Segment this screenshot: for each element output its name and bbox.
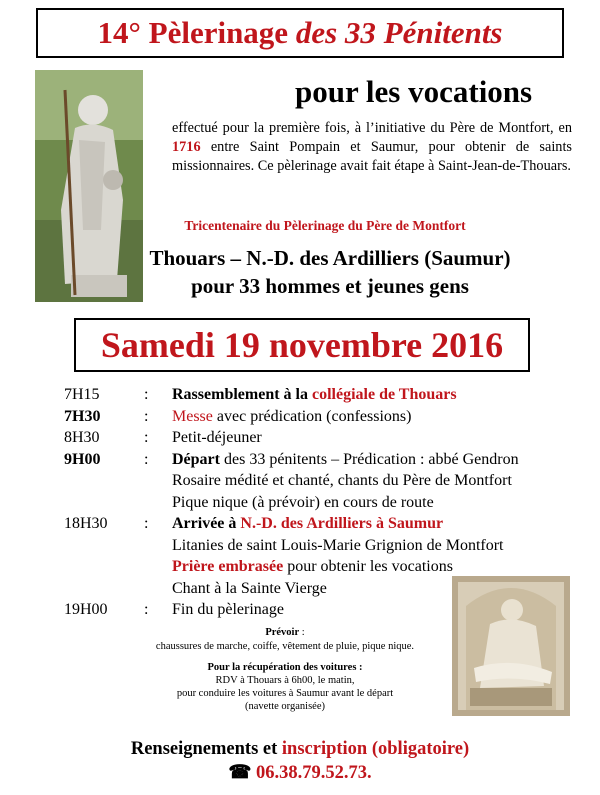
car-pickup-line: RDV à Thouars à 6h00, le matin,	[215, 675, 355, 686]
schedule-row	[64, 556, 564, 578]
schedule-row	[64, 535, 564, 557]
car-pickup-heading: Pour la récupération des voitures :	[207, 662, 363, 673]
schedule-colon: :	[144, 601, 149, 618]
schedule-desc	[172, 449, 564, 471]
schedule-row	[64, 384, 564, 406]
title-main: 14° Pèlerinage	[97, 15, 296, 50]
schedule-row	[64, 406, 564, 428]
desc-part: pour obtenir les vocations	[283, 558, 453, 575]
desc-part: des 33 pénitents – Prédication : abbé Gendron	[219, 450, 519, 468]
prevoir-heading: Prévoir	[265, 627, 300, 638]
title-banner	[36, 8, 564, 58]
schedule-row	[64, 427, 564, 449]
schedule-time: 7H30	[64, 407, 101, 425]
schedule-desc	[172, 513, 564, 535]
intro-text-end: entre Saint Pompain et Saumur, pour obtenir de saints missionnaires. Ce pèlerinage avait fait étape à Saint-Jean-de-Thouars.	[172, 139, 572, 174]
schedule-colon: :	[144, 386, 149, 403]
intro-paragraph	[172, 119, 572, 176]
schedule-desc: Chant à la Sainte Vierge	[172, 579, 327, 597]
schedule-desc	[172, 556, 564, 578]
schedule-colon: :	[144, 515, 149, 532]
desc-part: Rassemblement à la	[172, 386, 312, 403]
pieta-image	[452, 576, 570, 716]
desc-highlight: N.-D. des Ardilliers à Saumur	[240, 515, 444, 532]
schedule-desc: Petit-déjeuner	[172, 429, 262, 446]
intro-text: effectué pour la première fois, à l’initiative du Père de Montfort, en	[172, 120, 572, 136]
schedule-colon: :	[144, 450, 149, 468]
schedule-desc: Rosaire médité et chanté, chants du Père de Montfort	[172, 472, 512, 489]
schedule-desc: Fin du pèlerinage	[172, 601, 284, 618]
phone-number[interactable]: 06.38.79.52.73.	[256, 763, 372, 783]
date-banner: Samedi 19 novembre 2016	[74, 318, 530, 372]
desc-part: Départ	[172, 450, 220, 468]
subtitle: pour les vocations	[295, 74, 533, 109]
schedule-row	[64, 492, 564, 514]
schedule-desc	[172, 406, 564, 428]
schedule-row	[64, 449, 564, 471]
schedule-row	[64, 513, 564, 535]
schedule-desc: Pique nique (à prévoir) en cours de route	[172, 493, 434, 511]
phone-icon: ☎	[228, 763, 252, 783]
schedule-time: 18H30	[64, 515, 108, 532]
desc-part: Arrivée à	[172, 515, 241, 532]
desc-highlight: collégiale de Thouars	[311, 386, 457, 403]
schedule-desc: Litanies de saint Louis-Marie Grignion de Montfort	[172, 536, 504, 554]
desc-highlight: Prière embrasée	[172, 558, 284, 575]
prevoir-colon: :	[299, 627, 305, 638]
intro-year: 1716	[172, 139, 201, 155]
footer-registration: inscription (obligatoire)	[281, 739, 470, 759]
footer	[60, 737, 540, 785]
car-pickup-section	[120, 661, 450, 713]
route-heading	[110, 244, 550, 300]
schedule-colon: :	[144, 429, 149, 446]
schedule-time: 19H00	[64, 601, 108, 618]
schedule-time: 7H15	[64, 386, 100, 403]
desc-part: avec prédication (confessions)	[212, 407, 412, 425]
tricentenary-heading: Tricentenaire du Pèlerinage du Père de Montfort	[184, 218, 466, 233]
route-line-2: pour 33 hommes et jeunes gens	[191, 274, 469, 298]
car-pickup-line: pour conduire les voitures à Saumur avant le départ	[176, 688, 394, 699]
prevoir-items: chaussures de marche, coiffe, vêtement de pluie, pique nique.	[155, 641, 415, 652]
schedule-row	[64, 470, 564, 492]
schedule-desc	[172, 384, 564, 406]
route-line-1: Thouars – N.-D. des Ardilliers (Saumur)	[149, 246, 511, 270]
schedule-time: 8H30	[64, 429, 100, 446]
schedule-colon: :	[144, 407, 149, 425]
footer-info: Renseignements et	[130, 739, 282, 759]
title-emphasis: des 33 Pénitents	[295, 15, 503, 50]
schedule-time: 9H00	[64, 450, 101, 468]
desc-highlight: Messe	[172, 407, 213, 425]
car-pickup-line: (navette organisée)	[245, 701, 325, 712]
prevoir-section	[120, 626, 450, 654]
